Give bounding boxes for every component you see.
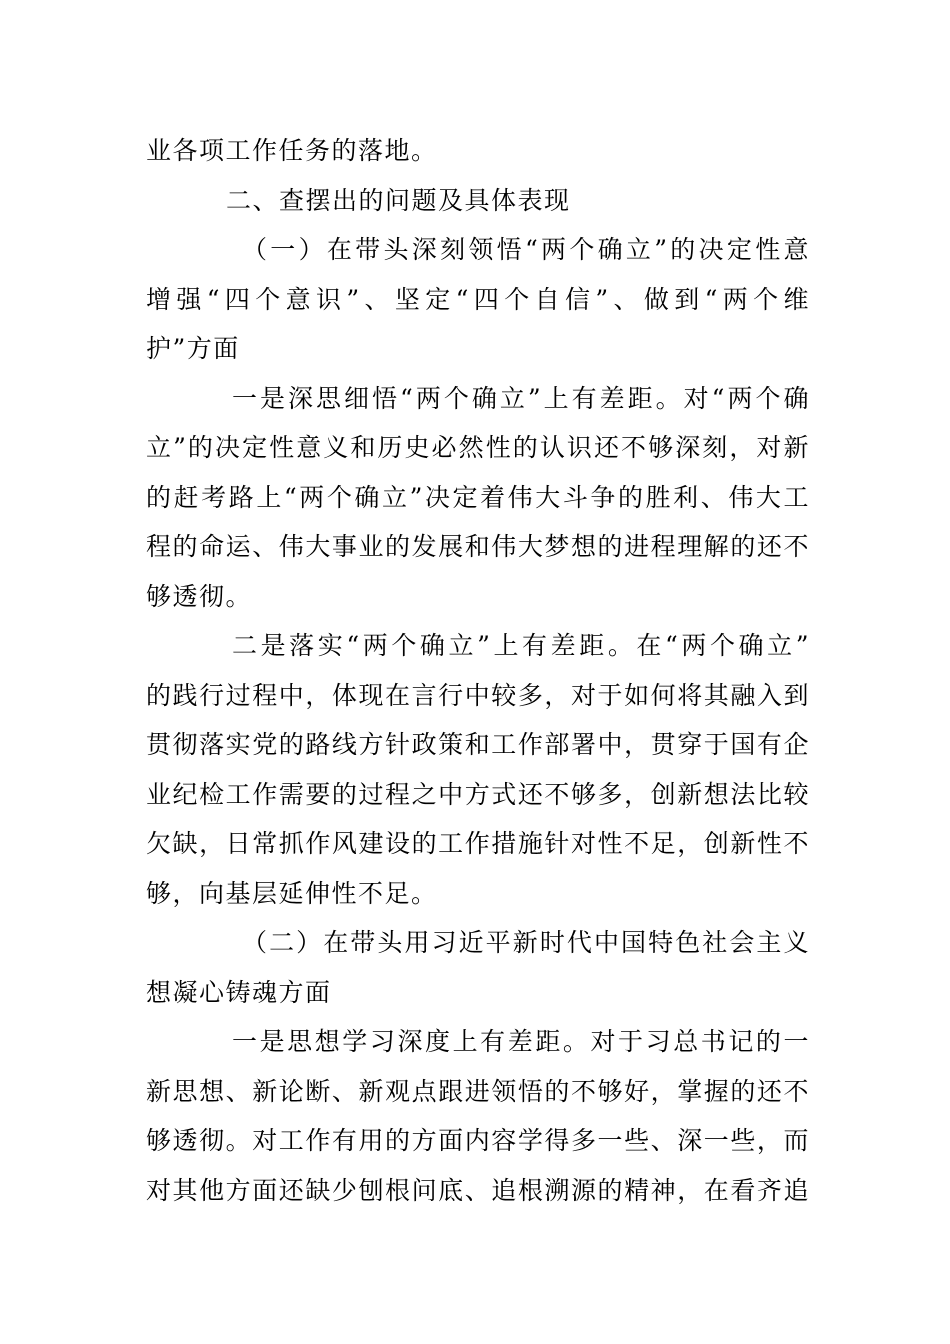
text-line: 够透彻。对工作有用的方面内容学得多一些、深一些，而 xyxy=(146,1126,810,1155)
text-line: 新思想、新论断、新观点跟进领悟的不够好，掌握的还不 xyxy=(146,1076,810,1106)
text-line: 业各项工作任务的落地。 xyxy=(146,136,438,165)
text-line: （二）在带头用习近平新时代中国特色社会主义 xyxy=(242,928,810,957)
text-line: 的践行过程中，体现在言行中较多，对于如何将其融入到 xyxy=(146,680,810,710)
text-line: 欠缺，日常抓作风建设的工作措施针对性不足，创新性不 xyxy=(146,829,810,858)
text-line: 贯彻落实党的路线方针政策和工作部署中，贯穿于国有企 xyxy=(146,730,810,759)
text-line: 想凝心铸魂方面 xyxy=(146,977,332,1007)
text-line: 二、查摆出的问题及具体表现 xyxy=(226,185,571,215)
document-body xyxy=(146,126,810,1215)
text-line: （一）在带头深刻领悟“两个确立”的决定性意 xyxy=(242,235,810,264)
text-line: 立”的决定性意义和历史必然性的认识还不够深刻，对新 xyxy=(146,433,810,462)
text-line: 程的命运、伟大事业的发展和伟大梦想的进程理解的还不 xyxy=(146,532,810,561)
text-line: 业纪检工作需要的过程之中方式还不够多，创新想法比较 xyxy=(146,779,810,809)
text-line: 对其他方面还缺少刨根问底、追根溯源的精神，在看齐追 xyxy=(146,1175,810,1205)
text-line: 增强“四个意识”、坚定“四个自信”、做到“两个维 xyxy=(146,284,810,314)
text-line: 够透彻。 xyxy=(146,581,253,611)
text-line: 一是思想学习深度上有差距。对于习总书记的一 xyxy=(232,1027,810,1056)
text-line: 护”方面 xyxy=(146,334,240,363)
text-line: 一是深思细悟“两个确立”上有差距。对“两个确 xyxy=(232,383,810,413)
text-line: 够，向基层延伸性不足。 xyxy=(146,878,438,908)
text-line: 的赶考路上“两个确立”决定着伟大斗争的胜利、伟大工 xyxy=(146,482,810,512)
text-line: 二是落实“两个确立”上有差距。在“两个确立” xyxy=(232,631,810,660)
